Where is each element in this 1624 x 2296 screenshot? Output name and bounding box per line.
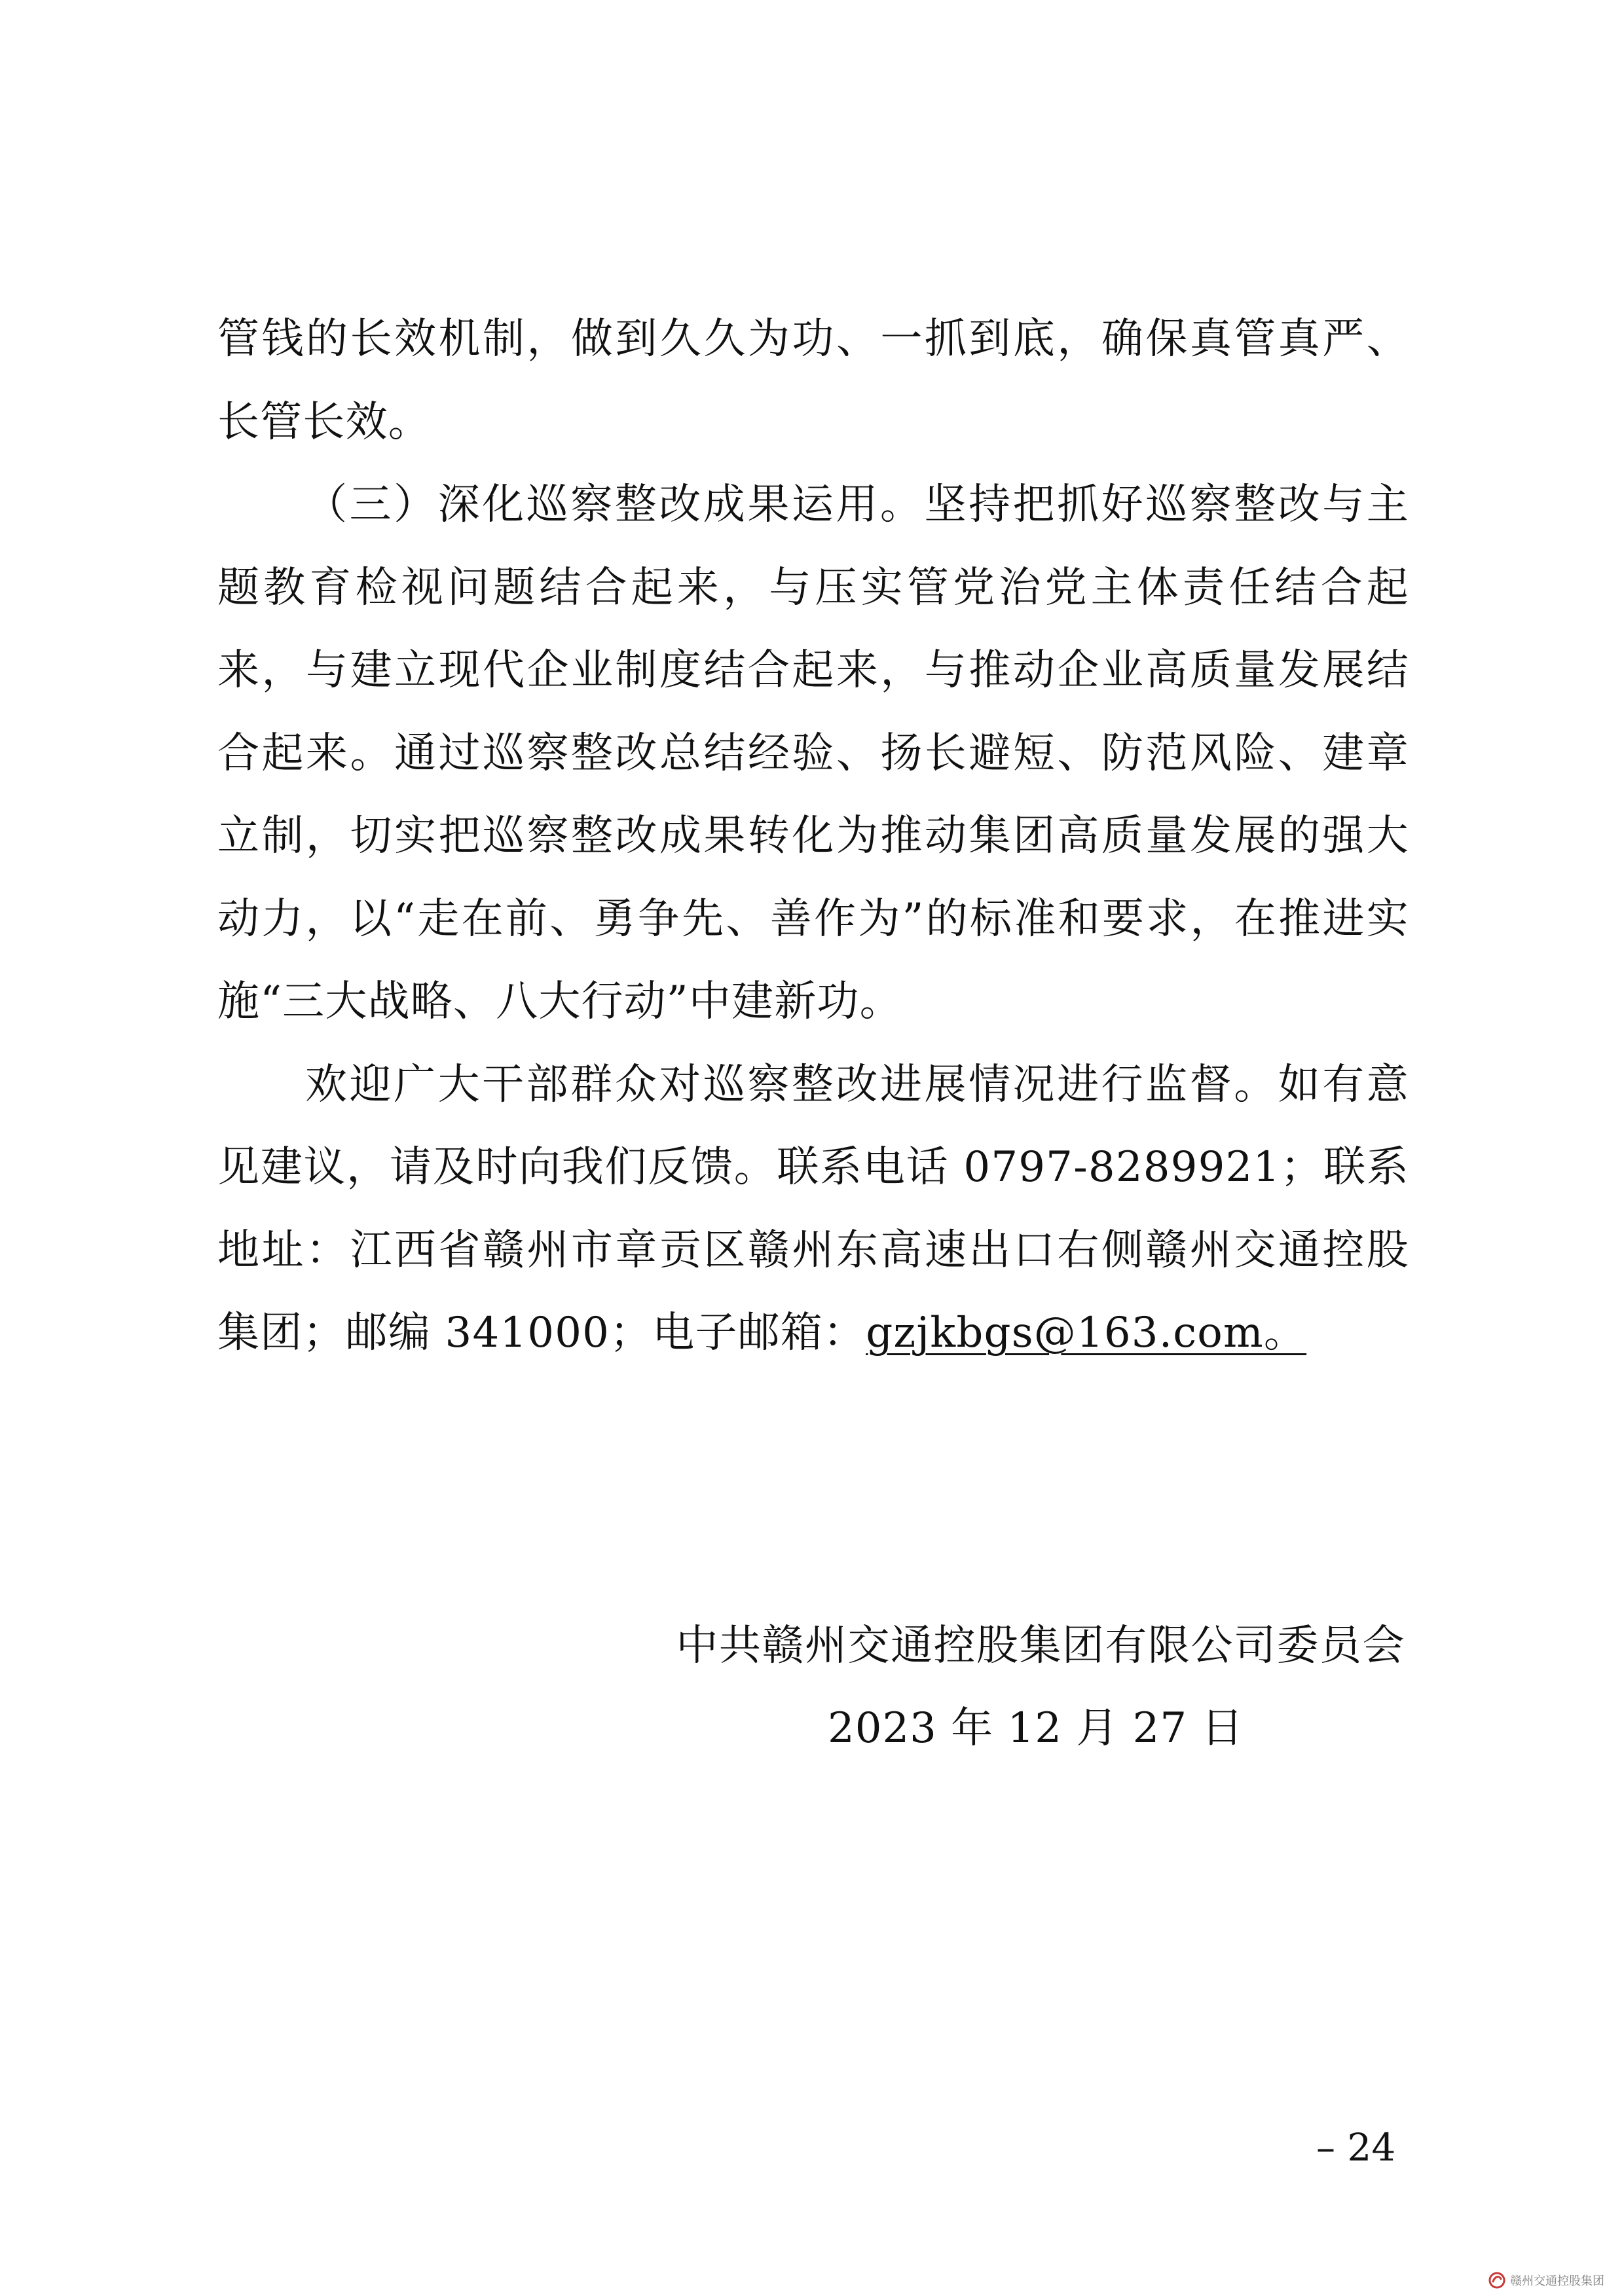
paragraph-rectification-results: （三）深化巡察整改成果运用。坚持把抓好巡察整改与主题教育检视问题结合起来，与压实管党治党主体责任结合起来，与建立现代企业制度结合起来，与推动企业高质量发展结合起来。通过巡察整改总结经验、扬长避短、防范风险、建章立制，切实把巡察整改成果转化为推动集团高质量发展的强大动力，以“走在前、勇争先、善作为”的标准和要求，在推进实施“三大战略、八大行动”中建新功。 [217,481,1409,1026]
paragraph-contact [217,1044,1409,1375]
contact-email: gzjkbgs@163.com。 [866,1309,1307,1357]
page-number: – 24 [1316,2125,1396,2170]
paragraph-continuation: 管钱的长效机制，做到久久为功、一抓到底，确保真管真严、长管长效。 [217,315,1409,446]
watermark [1488,2271,1604,2289]
watermark-label: 赣州交通控股集团 [1510,2274,1604,2288]
signature-organization: 中共赣州交通控股集团有限公司委员会 [676,1622,1405,1670]
company-logo-icon [1488,2271,1506,2289]
document-body [217,298,1409,1375]
contact-text: 欢迎广大干部群众对巡察整改进展情况进行监督。如有意见建议，请及时向我们反馈。联系电话 0797-8289921；联系地址：江西省赣州市章贡区赣州东高速出口右侧赣州交通控股集团；邮编 341000；电子邮箱： [217,1060,1409,1357]
signature-date: 2023 年 12 月 27 日 [828,1704,1244,1753]
